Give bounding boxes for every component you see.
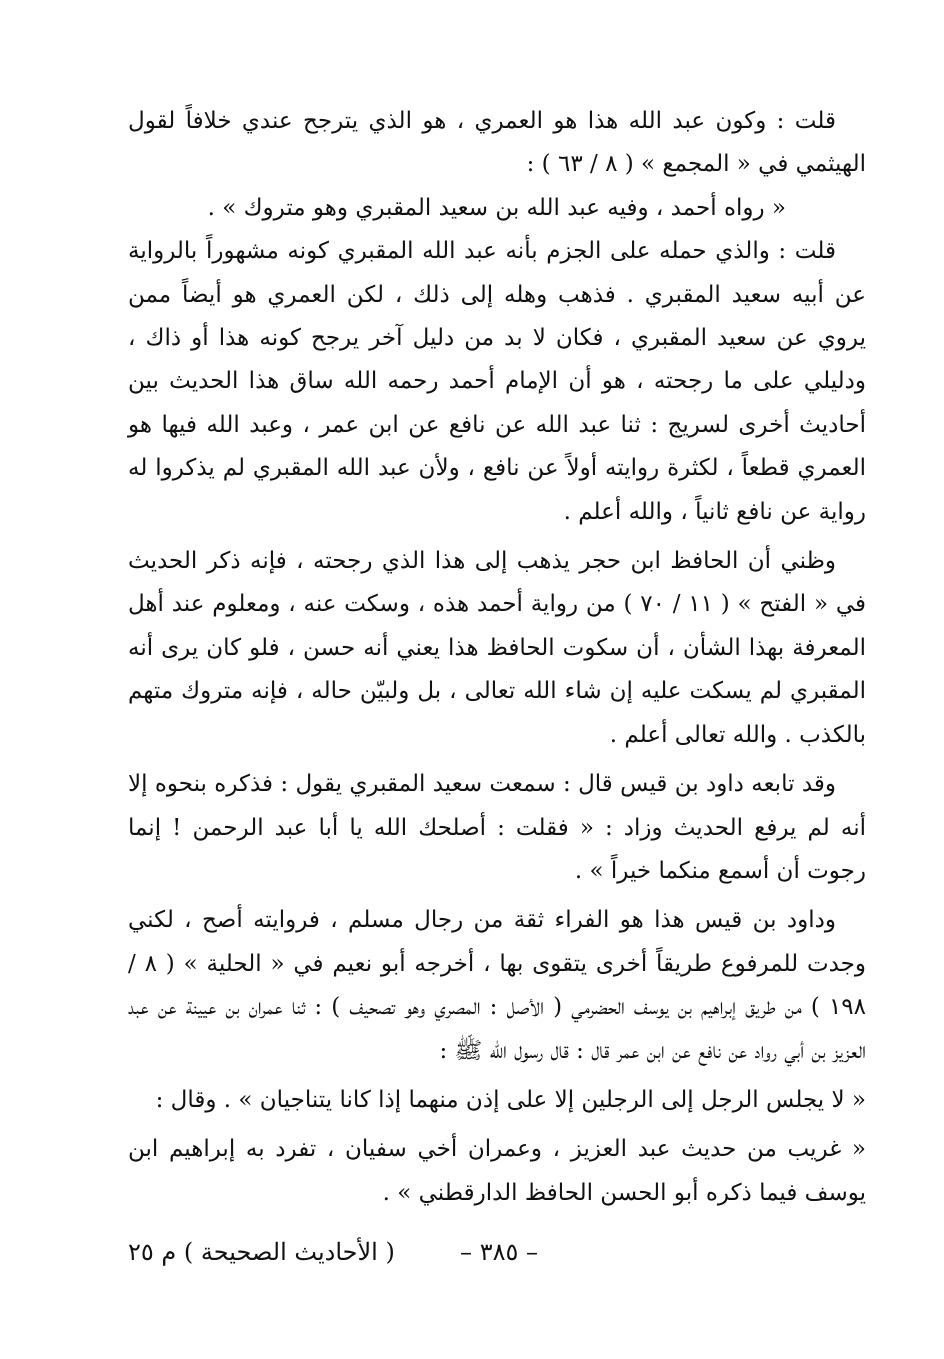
book-signature: ( الأحاديث الصحيحة ) م ٢٥ <box>128 1238 395 1266</box>
page-body <box>128 100 866 1215</box>
hadith-text: « لا يجلس الرجل إلى الرجلين إلا على إذن منهما إذا كانا يتناجيان » . وقال : <box>155 1086 866 1113</box>
page-number: – ٣٨٥ – <box>460 1238 538 1266</box>
abu-nuaym-comment: « غريب من حديث عبد العزيز ، وعمران أخي سفيان ، تفرد به إبراهيم ابن يوسف فيما ذكره أبو الحسن الحافظ الدارقطني » . <box>128 1136 866 1206</box>
paragraph-3: وظني أن الحافظ ابن حجر يذهب إلى هذا الذي رجحته ، فإنه ذكر الحديث في « الفتح » ( ١١ / ٧٠ ) من رواية أحمد هذه ، وسكت عنه ، ومعلوم عند أهل المعرفة بهذا الشأن ، أن سكوت الحافظ هذا يعني أنه حسن ، فلو كان يرى أنه المقبري لم يسكت عليه إن شاء الله تعالى ، بل ولبيّن حاله ، فإنه متروك متهم بالكذب . والله تعالى أعلم . <box>128 548 867 748</box>
paragraph-1: قلت : وكون عبد الله هذا هو العمري ، هو الذي يترجح عندي خلافاً لقول الهيثمي في « المجمع » ( ٨ / ٦٣ ) : <box>128 108 866 178</box>
paragraph-5: وداود بن قيس هذا هو الفراء ثقة من رجال مسلم ، فروايته أصح ، لكني وجدت للمرفوع طريقاً أخرى يتقوى بها ، أخرجه أبو نعيم في « الحلية » ( ٨ / ١٩٨ ) من طريق إبراهيم بن يوسف الحضرمي ( الأصل : المصري وهو تصحيف ) : ثنا عمران بن عيينة عن عبد العزيز بن أبي رواد عن نافع عن ابن عمر قال : قال رسول الله ﷺ : <box>128 907 866 1064</box>
paragraph-2: قلت : والذي حمله على الجزم بأنه عبد الله المقبري كونه مشهوراً بالرواية عن أبيه سعيد المقبري . فذهب وهله إلى ذلك ، لكن العمري هو أيضاً ممن يروي عن سعيد المقبري ، فكان لا بد من دليل آخر يرجح كونه هذا أو ذاك ، ودليلي على ما رجحته ، هو أن الإمام أحمد رحمه الله ساق هذا الحديث بين أحاديث أخرى لسريج : ثنا عبد الله عن نافع عن ابن عمر ، وعبد الله فيها هو العمري قطعاً ، لكثرة روايته أولاً عن نافع ، ولأن عبد الله المقبري لم يذكروا له رواية عن نافع ثانياً ، والله أعلم . <box>128 238 866 525</box>
page-footer <box>128 1232 538 1272</box>
quote-haythami: « رواه أحمد ، وفيه عبد الله بن سعيد المقبري وهو متروك » . <box>207 194 786 221</box>
paragraph-4: وقد تابعه داود بن قيس قال : سمعت سعيد المقبري يقول : فذكره بنحوه إلا أنه لم يرفع الحديث وزاد : « فقلت : أصلحك الله يا أبا عبد الرحمن ! إنما رجوت أن أسمع منكما خيراً » . <box>128 771 866 884</box>
